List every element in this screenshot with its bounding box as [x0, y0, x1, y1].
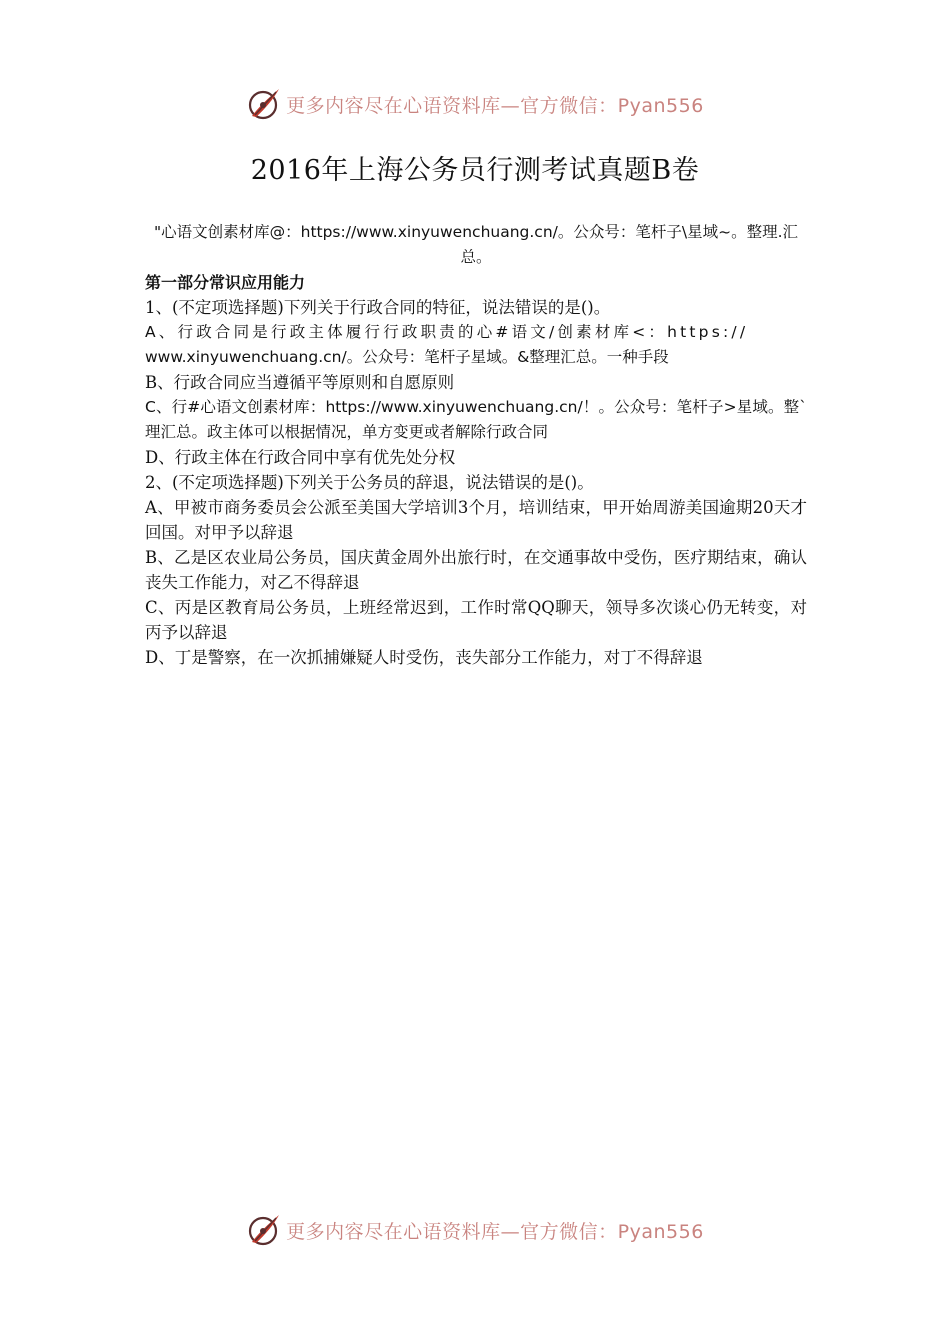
header-banner: [0, 82, 950, 126]
banner-text: 更多内容尽在心语资料库—官方微信：Pyan556: [286, 94, 704, 117]
wechat-handle: Pyan556: [617, 1220, 704, 1243]
source-notice: "心语文创素材库@：https://www.xinyuwenchuang.cn/。公众号：笔杆子\星域~。整理.汇总。: [153, 223, 799, 266]
wechat-handle: Pyan556: [617, 94, 704, 117]
page-title: 2016年上海公务员行测考试真题B卷: [250, 155, 700, 186]
question-2-option-a: A、甲被市商务委员会公派至美国大学培训3个月，培训结束，甲开始周游美国逾期20天才回国。对甲予以辞退: [145, 498, 807, 542]
question-1-option-b: B、行政合同应当遵循平等原则和自愿原则: [145, 373, 455, 392]
question-2-option-d: D、丁是警察，在一次抓捕嫌疑人时受伤，丧失部分工作能力，对丁不得辞退: [145, 648, 703, 667]
document-body: [145, 220, 807, 670]
question-2-stem: 2、(不定项选择题)下列关于公务员的辞退，说法错误的是()。: [145, 473, 594, 492]
question-1-option-a-line-2: www.xinyuwenchuang.cn/。公众号：笔杆子星域。&整理汇总。一种手段: [145, 348, 669, 366]
banner-text: 更多内容尽在心语资料库—官方微信：Pyan556: [286, 1220, 704, 1243]
question-2-option-c: C、丙是区教育局公务员，上班经常迟到，工作时常QQ聊天，领导多次谈心仍无转变，对丙予以辞退: [145, 598, 807, 642]
question-1-stem: 1、(不定项选择题)下列关于行政合同的特征，说法错误的是()。: [145, 298, 611, 317]
section-heading: 第一部分常识应用能力: [145, 273, 306, 292]
question-2-option-b: B、乙是区农业局公务员，国庆黄金周外出旅行时，在交通事故中受伤，医疗期结束，确认丧失工作能力，对乙不得辞退: [145, 548, 807, 592]
question-1-option-c: C、行#心语文创素材库：https://www.xinyuwenchuang.cn/！。公众号：笔杆子>星域。整`理汇总。政主体可以根据情况，单方变更或者解除行政合同: [145, 398, 807, 441]
pen-quill-logo-icon: [246, 1212, 282, 1248]
footer-banner: [0, 1208, 950, 1252]
question-1-option-d: D、行政主体在行政合同中享有优先处分权: [145, 448, 456, 467]
pen-quill-logo-icon: [246, 86, 282, 122]
question-1-option-a-line-1: A、行政合同是行政主体履行行政职责的心#语文/创素材库<：https://: [145, 323, 749, 341]
